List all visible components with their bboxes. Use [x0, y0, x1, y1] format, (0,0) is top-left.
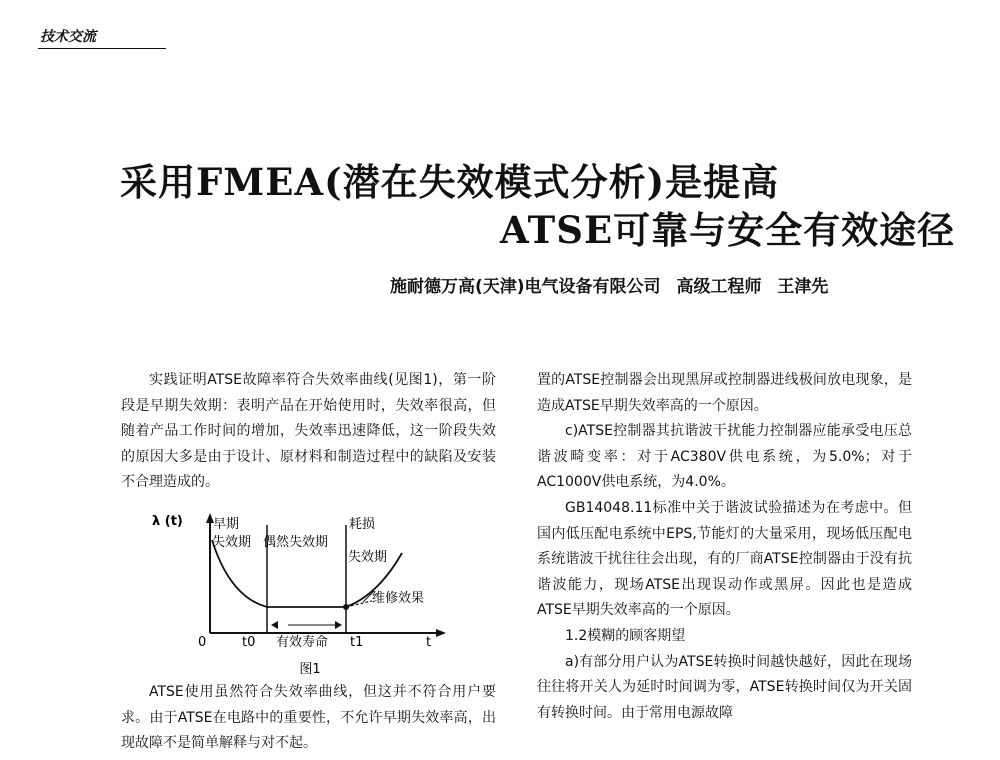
repair-effect-label: 维修效果 [372, 591, 425, 606]
x-axis-arrow [436, 629, 446, 637]
left-paragraph-1: 实践证明ATSE故障率符合失效率曲线(见图1)，第一阶段是早期失效期：表明产品在开始使用时，失效率很高，但随着产品工作时间的增加，失效率迅速降低，这一阶段失效的原因大多是由于设计、原材料和制造过程中的缺陷及安装不合理造成的。 [121, 372, 496, 491]
article-title-line-2: ATSE可靠与安全有效途径 [500, 208, 956, 252]
t1-label: t1 [350, 635, 364, 650]
left-column-bottom [121, 680, 496, 757]
author-line: 施耐德万高(天津)电气设备有限公司 高级工程师 王津先 [390, 277, 829, 297]
right-paragraph-4: a)有部分用户认为ATSE转换时间越快越好，因此在现场往往将开关人为延时时间调为零，ATSE转换时间仅为开关固有转换时间。由于常用电源故障 [537, 653, 912, 721]
right-paragraph-3: GB14048.11标准中关于谐波试验描述为在考虑中。但国内低压配电系统中EPS,节能灯的大量采用，现场低压配电系统谐波干扰往往会出现，有的厂商ATSE控制器由于没有抗谐波能力，现场ATSE出现误动作或黑屏。因此也是造成ATSE早期失效率高的一个原因。 [537, 499, 912, 619]
wear-label-line-1: 耗损 [349, 517, 376, 532]
early-label-line-2: 失效期 [212, 535, 252, 550]
t-axis-label: t [426, 635, 432, 650]
figure-caption: 图1 [299, 662, 321, 677]
effective-life-label: 有效寿命 [276, 635, 329, 650]
section-tag: 技术交流 [38, 26, 166, 49]
early-label-line-1: 早期 [213, 517, 240, 532]
life-arrow-right [335, 621, 342, 629]
bathtub-curve-chart [150, 505, 480, 680]
right-paragraph-2: c)ATSE控制器其抗谐波干扰能力控制器应能承受电压总谐波畸变率：对于AC380V供电系统，为5.0%；对于AC1000V供电系统，为4.0%。 [537, 423, 912, 491]
failure-rate-figure [150, 505, 480, 680]
early-failure-curve [212, 540, 267, 607]
y-axis-label: λ (t) [152, 514, 183, 529]
random-failure-label: 偶然失效期 [263, 535, 329, 550]
origin-label: 0 [198, 635, 207, 650]
repair-point [343, 604, 349, 610]
right-column [537, 368, 912, 726]
t0-label: t0 [242, 635, 256, 650]
left-column-top [121, 368, 496, 496]
article-title-line-1: 采用FMEA(潜在失效模式分析)是提高 [120, 160, 780, 204]
life-arrow-left [271, 621, 278, 629]
wear-label-line-2: 失效期 [348, 550, 388, 565]
right-section-heading: 1.2模糊的顾客期望 [565, 627, 686, 644]
right-paragraph-1: 置的ATSE控制器会出现黑屏或控制器进线极间放电现象，是造成ATSE早期失效率高的一个原因。 [537, 372, 912, 414]
left-paragraph-2: ATSE使用虽然符合失效率曲线，但这并不符合用户要求。由于ATSE在电路中的重要性，不允许早期失效率高，出现故障不是简单解释与对不起。 [121, 684, 496, 752]
